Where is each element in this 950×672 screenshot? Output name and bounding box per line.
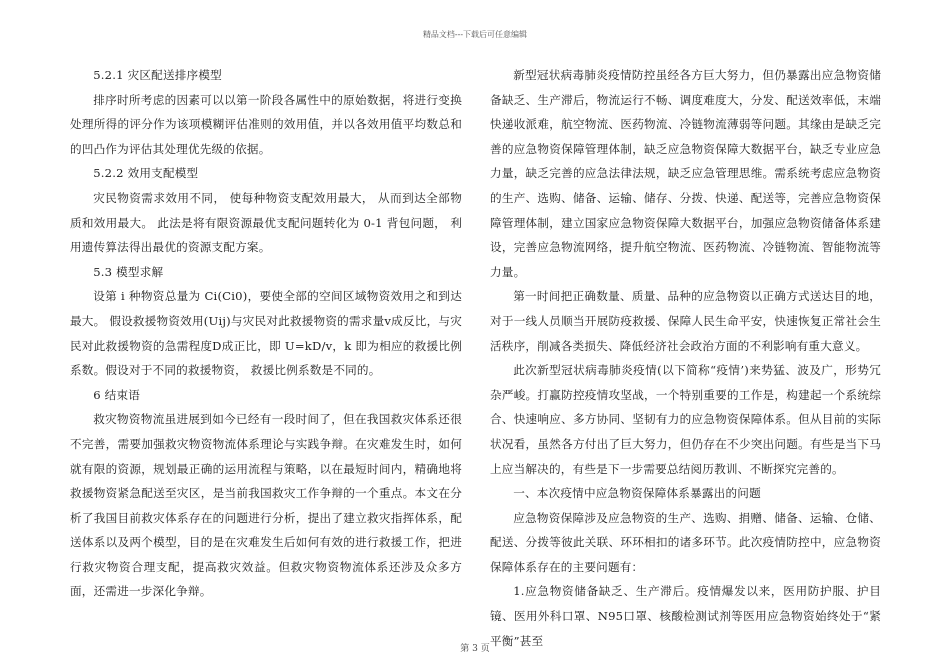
paragraph: 灾民物资需求效用不同， 使每种物资支配效用最大， 从而到达全部物质和效用最大。 此法是将有限资源最优支配问题转化为 0-1 背包问题， 利用遗传算法得出最优的资源支配方案。 bbox=[70, 190, 462, 255]
section-heading: 6 结束语 bbox=[93, 387, 141, 402]
paragraph: 应急物资保障涉及应急物资的生产、选购、捐赠、储备、运输、仓储、配送、分拨等彼此关联、环环相扣的诸多环节。此次疫情防控中，应急物资保障体系存在的主要问题有： bbox=[490, 510, 881, 574]
paragraph: 1.应急物资储备缺乏、生产滞后。疫情爆发以来，医用防护服、护目镜、医用外科口罩、N95口罩、核酸检测试剂等医用应急物资始终处于“紧平衡”甚至 bbox=[490, 584, 881, 648]
section-heading: 一、本次疫情中应急物资保障体系暴露出的问题 bbox=[513, 486, 761, 501]
paragraph: 设第 i 种物资总量为 Ci(Ci0)，要使全部的空间区域物资效用之和到达最大。 假设救援物资效用(Uij)与灾民对此救援物资的需求量v成反比，与灾民对此救援物资的急需程度D成正比，即 U=kD/v，k 即为相应的救援比例系数。假设对于不同的救援物资， 救援比例系数是不同的。 bbox=[70, 289, 462, 378]
paragraph: 新型冠状病毒肺炎疫情防控虽经各方巨大努力，但仍暴露出应急物资储备缺乏、生产滞后，物流运行不畅、调度难度大，分发、配送效率低，末端快递收派难，航空物流、医药物流、冷链物流薄弱等问题。其缘由是缺乏完善的应急物资保障管理体制，缺乏应急物资保障大数据平台，缺乏专业应急力量，缺乏完善的应急法律法规，缺乏应急管理思维。需系统考虑应急物资的生产、选购、储备、运输、储存、分拨、快递、配送等，完善应急物资保障管理体制，建立国家应急物资保障大数据平台，加强应急物资储备体系建设，完善应急物流网络，提升航空物流、医药物流、冷链物流、智能物流等力量。 bbox=[490, 68, 881, 279]
page-number: 第 3 页 bbox=[460, 644, 490, 654]
right-column bbox=[490, 63, 881, 653]
left-column bbox=[70, 63, 462, 604]
page-header: 精品文档---下载后可任意编辑 bbox=[422, 30, 528, 39]
section-heading: 5.2.1 灾区配送排序模型 bbox=[93, 68, 222, 82]
paragraph: 排序时所考虑的因素可以以第一阶段各属性中的原始数据，将进行变换处理所得的评分作为该项模糊评估准则的效用值，并以各效用值平均数总和的凹凸作为评估其处理优先级的依据。 bbox=[70, 92, 462, 156]
paragraph: 第一时间把正确数量、质量、品种的应急物资以正确方式送达目的地，对于一线人员顺当开展防疫救援、保障人民生命平安，快速恢复正常社会生活秩序，削减各类损失、降低经济社会政治方面的不利影响有重大意义。 bbox=[490, 289, 881, 353]
paragraph: 救灾物资物流虽进展到如今已经有一段时间了，但在我国救灾体系还很不完善，需要加强救灾物资物流体系理论与实践争辩。在灾难发生时，如何就有限的资源，规划最正确的运用流程与策略，以在最短时间内，精确地将救援物资紧急配送至灾区，是当前我国救灾工作争辩的一个重点。本文在分析了我国目前救灾体系存在的问题进行分析，提出了建立救灾指挥体系，配送体系以及两个模型，目的是在灾难发生后如何有效的进行救援工作，把进行救灾物资合理支配，提高救灾效益。但救灾物资物流体系还涉及众多方面，还需进一步深化争辩。 bbox=[70, 412, 462, 599]
paragraph: 此次新型冠状病毒肺炎疫情(以下简称“疫情’)来势猛、波及广，形势冗杂严峻。打赢防控疫情攻坚战，一个特别重要的工作是，构建起一个系统综合、快速响应、多方协同、坚韧有力的应急物资保障体系。但从目前的实际状况看，虽然各方付出了巨大努力，但仍存在不少突出问题。有些是当下马上应当解决的，有些是下一步需要总结阅历教训、不断探究完善的。 bbox=[490, 363, 881, 476]
section-heading: 5.3 模型求解 bbox=[93, 264, 164, 279]
section-heading: 5.2.2 效用支配模型 bbox=[93, 166, 199, 181]
